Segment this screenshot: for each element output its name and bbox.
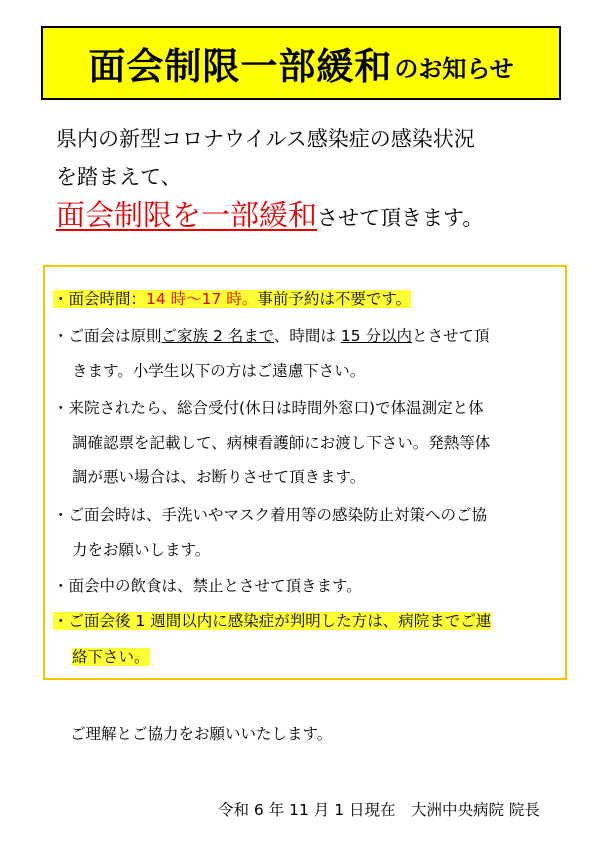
closing-text: ご理解とご協力をお願いいたします。: [70, 725, 333, 743]
list-item-visitor-limit: [53, 326, 490, 346]
page-title: 面会制限一部緩和: [88, 45, 393, 88]
intro-tail: させて頂きます。: [317, 206, 484, 230]
list-item-checkin: ・来院されたら、総合受付(休日は時間外窓口)で体温測定と体: [53, 399, 484, 417]
list-item-checkin-line2: 調確認票を記載して、病棟看護師にお渡し下さい。発熱等体: [72, 434, 491, 452]
intro-line-2: を踏まえて、: [56, 165, 182, 189]
title-banner: [41, 26, 561, 100]
item-text: ・ご面会は原則: [53, 327, 162, 345]
highlight: ・ご面会後 1 週間以内に感染症が判明した方は、病院までご連: [53, 612, 492, 630]
page-title-suffix: のお知らせ: [394, 54, 514, 83]
highlight: 絡下さい。: [72, 648, 150, 666]
item-text: 、時間は: [273, 327, 341, 345]
list-item-report-infection-line2: [72, 647, 150, 667]
visiting-time: 14 時〜17 時。: [146, 290, 258, 308]
intro-line-1: 県内の新型コロナウイルス感染症の感染状況: [56, 127, 475, 151]
list-item-report-infection: [53, 611, 491, 631]
list-item-visiting-hours: [53, 289, 411, 309]
list-item-checkin-line3: 調が悪い場合は、お断りさせて頂きます。: [72, 468, 366, 486]
list-item-hygiene: ・ご面会時は、手洗いやマスク着用等の感染防止対策へのご協: [53, 506, 488, 524]
underlined-text: ご家族 2 名まで: [161, 327, 274, 345]
signature: 令和 6 年 11 月 1 日現在 大洲中央病院 院長: [218, 801, 540, 819]
underlined-text: 15 分以内: [340, 327, 413, 345]
intro-text: [56, 120, 475, 196]
item-bullet-text: ・面会時間：: [53, 290, 147, 308]
item-text: とさせて頂: [412, 327, 490, 345]
intro-line-3: [56, 193, 483, 234]
list-item-hygiene-line2: 力をお願いします。: [72, 541, 211, 559]
highlight: [53, 290, 411, 308]
intro-emphasis: 面会制限を一部緩和: [56, 198, 318, 232]
list-item-visitor-limit-line2: きます。小学生以下の方はご遠慮下さい。: [72, 362, 366, 380]
item-text: 事前予約は不要です。: [257, 290, 412, 308]
list-item-no-eating: ・面会中の飲食は、禁止とさせて頂きます。: [53, 577, 362, 595]
